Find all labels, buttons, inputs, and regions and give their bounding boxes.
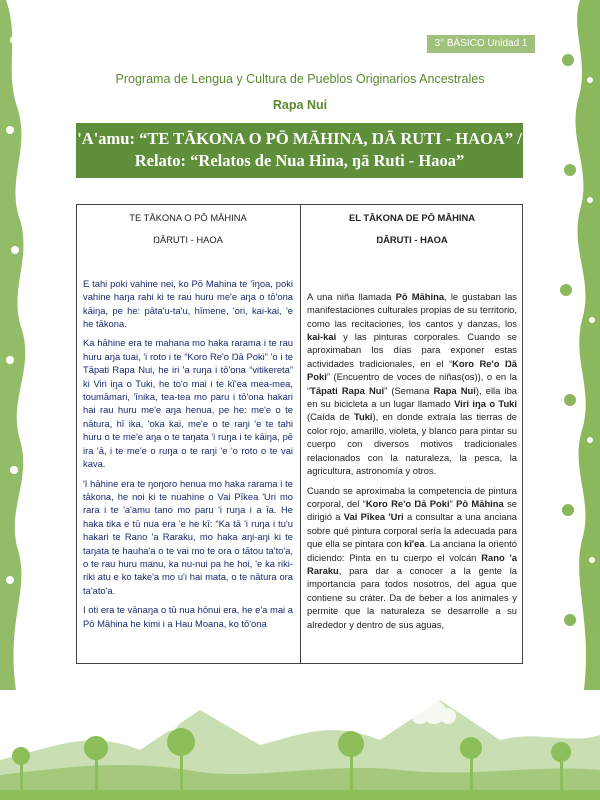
landscape-illustration <box>0 690 600 800</box>
rapanui-paragraph-4: I oti era te vānaŋa o tū nua hōnui era, he e'a mai a Pō Māhina he kimi i a Hau Moana, ko tō'ona <box>83 604 293 629</box>
rapanui-body <box>83 277 293 630</box>
spanish-column <box>307 205 517 637</box>
spanish-heading: EL TĀKONA DE PŌ MĀHINA <box>348 212 476 223</box>
story-title-rapanui: 'A'amu: “TE TĀKONA O PŌ MĀHINA, ŊĀ RUTI - HAOA” / <box>77 129 522 148</box>
bilingual-table <box>76 204 523 664</box>
program-title: Programa de Lengua y Cultura de Pueblos Originarios Ancestrales <box>115 72 485 86</box>
spanish-body <box>307 290 517 631</box>
story-title-box <box>76 123 523 178</box>
right-decorative-border <box>540 0 600 690</box>
story-title-spanish: Relato: “Relatos de Nua Hina, ŋā Ruti - Haoa” <box>134 151 465 170</box>
spanish-paragraph-2: Cuando se aproximaba la competencia de pintura corporal, del “Koro Re'o Ŋā Poki” Pō Māhina se dirigió a Vai Pīkea 'Uri a consultar a una anciana sobre qué pintura corporal sería la adecuada para que ella se pintara con kī'ea. La anciana la orientó diciendo: Pinta en tu cuerpo el volcán Rano 'a Raraku, para dar a conocer a la gente la importancia para todos nosotros, del agua que contiene su cráter. Da de beber a los animales y permite que la naturaleza se desarrolle a su alrededor y dentro de sus aguas, <box>307 484 518 630</box>
spanish-paragraph-1: A una niña llamada Pō Māhina, le gustaban las manifestaciones culturales propias de su territorio, como las recitaciones, los cantos y danzas, los kai-kai y las pinturas corporales. Cuando se aproximaban los días para exponer estas actividades tradicionales, en el “Koro Re'o Ŋā Poki” (Encuentro de voces de niñas(os)), o en la “Tāpati Rapa Nui” (Semana Rapa Nui), ella iba en su bicicleta a un lugar llamado Viri iŋa o Tuki (Caída de Tuki), en donde extraía las tierras de color rojo, amarillo, violeta, y blanco para pintar su cuerpo con diversos motivos tradicionales relacionados con la naturaleza, la pesca, la agricultura, astronomía y otros. <box>307 290 518 477</box>
rapanui-heading: TE TĀKONA O PŌ MĀHINA <box>129 212 247 223</box>
rapanui-author: ŊĀRUTI - HAOA <box>153 234 223 246</box>
column-divider <box>300 205 301 663</box>
rapanui-paragraph-1: E tahi poki vahine nei, ko Pō Mahina te 'īŋoa, poki vahine haŋa rahi ki te rau huru me'e aŋa o tō'ona kāiŋa, pe he: pāta'u-ta'u, hīmene, 'ori, kai-kai, 'e he tākona. <box>83 277 293 330</box>
rapanui-column <box>83 205 293 636</box>
rapanui-paragraph-2: Ka hāhine era te mahana mo haka rarama i te rau huru aŋa tuai, 'i roto i te “Koro Re'o Ŋā Poki” 'o i te Tāpati Rapa Nui, he iri 'a ruŋa i tō'ona “vitikereta” ki Viri iŋa o Tuki, he to'o mai i te kī'ea mea-mea, toumāmari, 'īnika, tea-tea mo paru i tō'ona hakari hai rau huru me'e aŋa henua, pe he: me'e o te nātura, hī ika, 'oka kai, me'e o te raŋi 'e te tahi huru o te me'e aŋa o te taŋata 'i ruŋa i te kāiŋa, pē ira 'ā, i te me'e o ruŋa o te raŋi 'e 'o roto o te vai kava. <box>83 337 293 470</box>
grade-unit-badge: 3° BÁSICO Unidad 1 <box>427 35 535 53</box>
left-decorative-border <box>0 0 44 690</box>
people-name: Rapa Nui <box>272 98 328 112</box>
spanish-author: ŊĀRUTI - HAOA <box>376 234 448 246</box>
rapanui-paragraph-3: 'I hāhine era te ŋoŋoro henua mo haka rarama i te tākona, he noi ki te nuahine o Vai Pīkea 'Uri mo rara i te 'a'amu tano mo paru 'i ruŋa i a īa. He haka tika e tū nua era 'e he kī: “Ka tā 'i ruŋa i tu'u hakari te Rano 'a Raraku, mo haka aŋi-aŋi ki te taŋata te hauha'a o te vai mo te ora o tātou ta'to'a, o te rau huru manu, ka nu-nui pa he hoi, 'e ka riki-riki atu e ko take'a mo u'i hai mata, o te nātura ora ta'ato'a. <box>83 477 293 596</box>
